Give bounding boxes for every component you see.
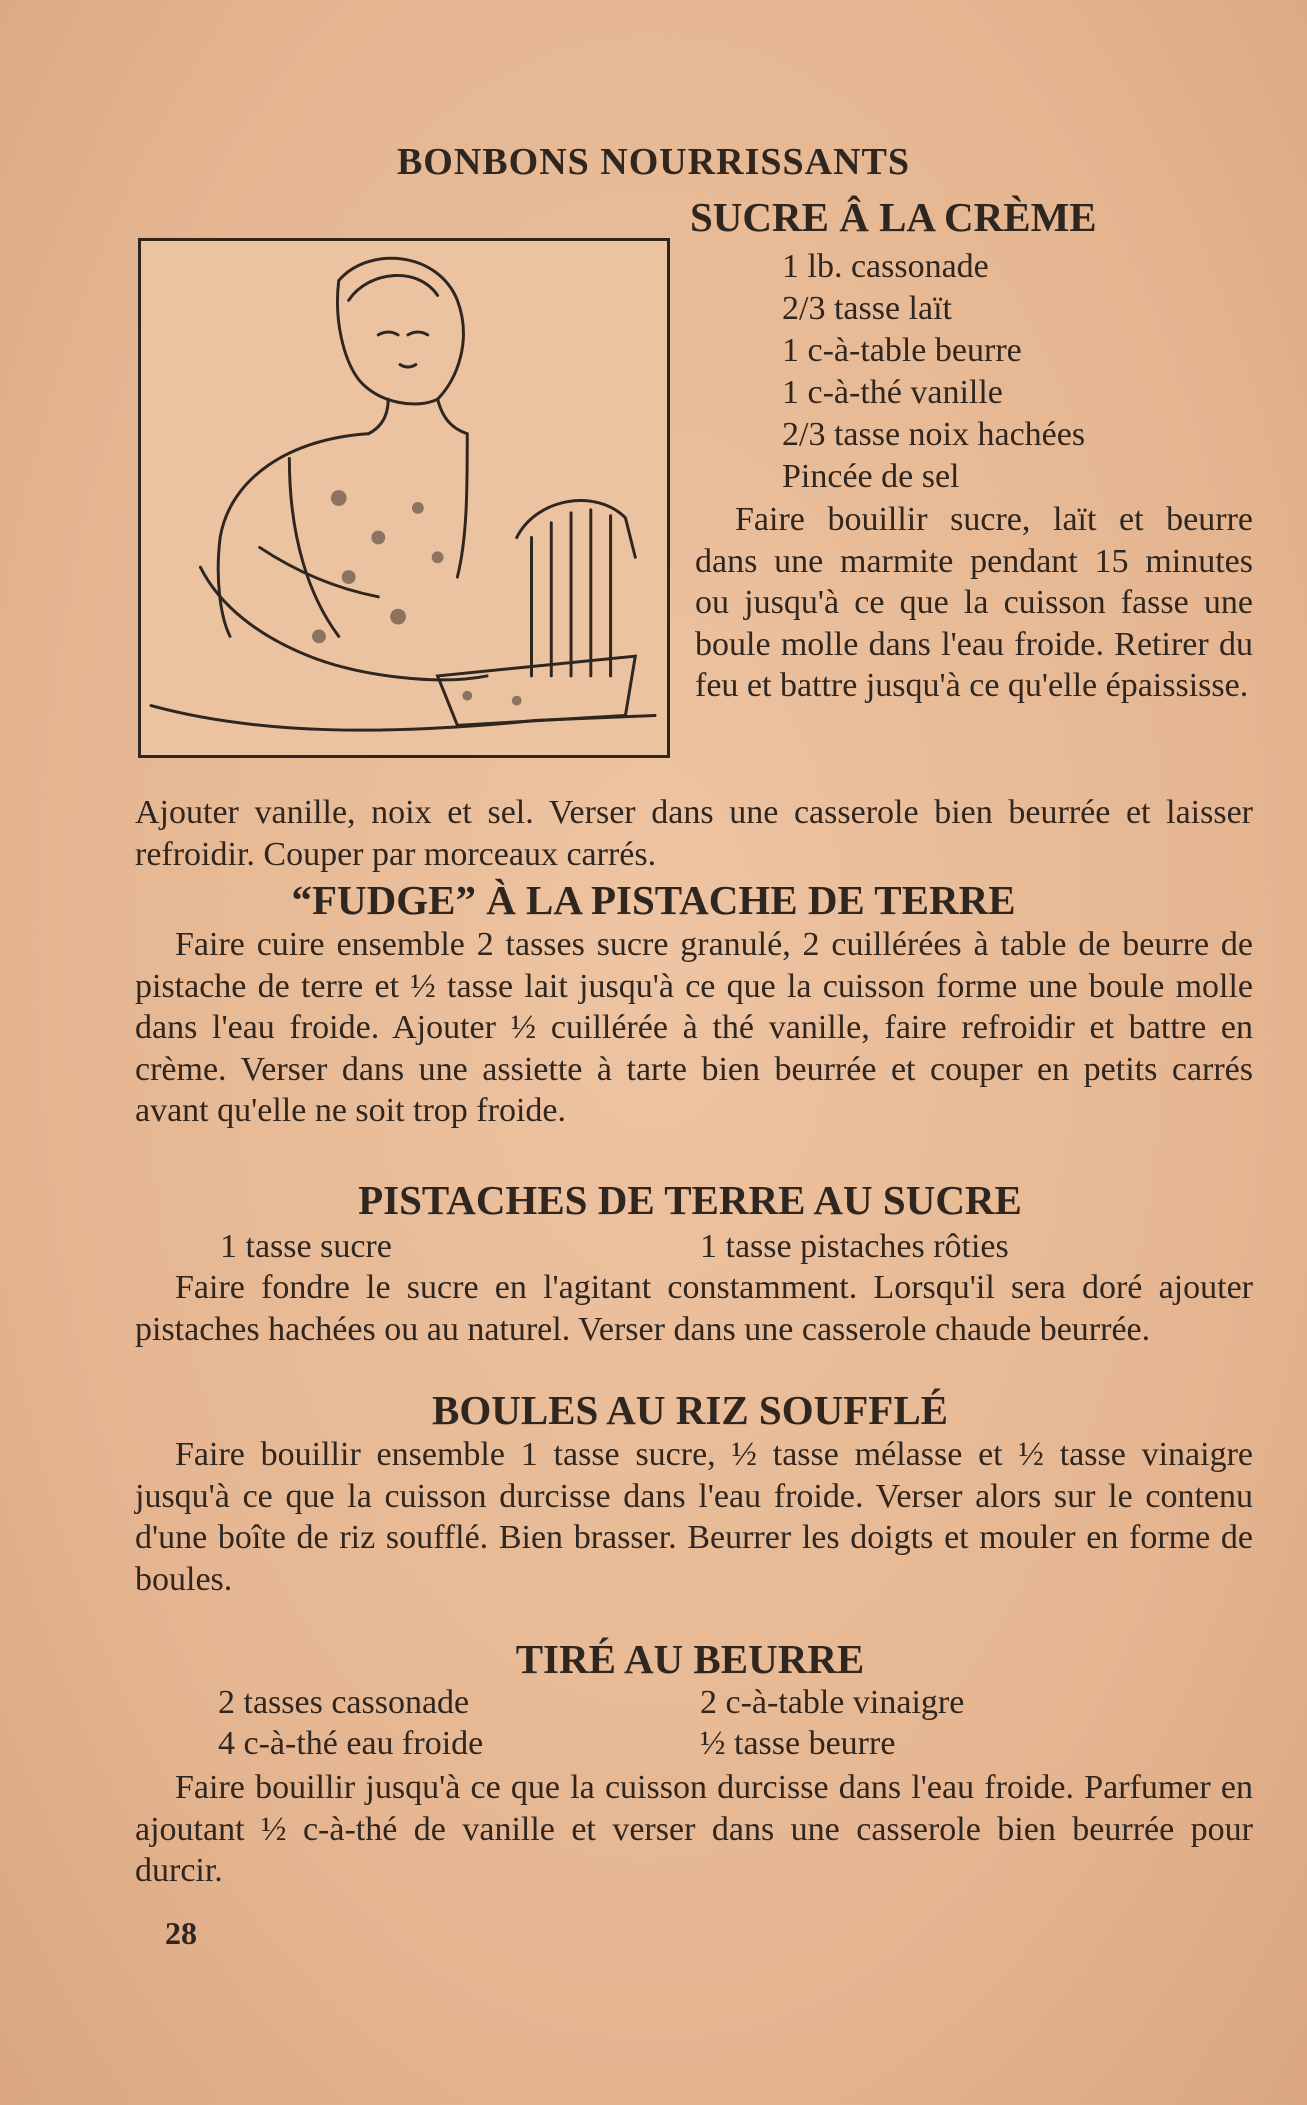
heading-sucre-creme: SUCRE Â LA CRÈME [690, 194, 1097, 240]
ingredient-tire-3: 4 c-à-thé eau froide [218, 1725, 484, 1762]
ingredient-tire-2: 2 c-à-table vinaigre [700, 1684, 965, 1721]
text-pistaches: Faire fondre le sucre en l'agitant constamment. Lorsqu'il sera doré ajouter pistaches hachées ou au naturel. Verser dans une casserole chaude beurrée. [135, 1269, 1253, 1348]
text-sucre-creme-cont: Ajouter vanille, noix et sel. Verser dans une casserole bien beurrée et laisser refroidir. Couper par morceaux carrés. [135, 794, 1253, 873]
text-tire: Faire bouillir jusqu'à ce que la cuisson durcisse dans l'eau froide. Parfumer en ajoutant ½ c-à-thé de vanille et verser dans une casserole bien beurrée pour durcir. [135, 1769, 1253, 1889]
ingredient: Pincée de sel [782, 458, 960, 495]
heading-tire: TIRÉ AU BEURRE [515, 1636, 865, 1682]
ingredient-list-sucre-creme [782, 246, 1085, 498]
ingredient-tire-4: ½ tasse beurre [700, 1725, 896, 1762]
page-number: 28 [165, 1915, 197, 1951]
ingredient: 1 c-à-table beurre [782, 332, 1022, 369]
woman-making-candy-illustration [138, 238, 670, 758]
heading-pistaches: PISTACHES DE TERRE AU SUCRE [358, 1177, 1022, 1223]
text-sucre-creme: Faire bouillir sucre, laït et beurre dans une marmite pendant 15 minutes ou jusqu'à ce que la cuisson fasse une boule molle dans l'eau froide. Retirer du feu et battre jusqu'à ce qu'elle épaississe. [695, 501, 1253, 704]
ingredient: 2/3 tasse noix hachées [782, 416, 1086, 453]
ingredient: 1 c-à-thé vanille [782, 374, 1003, 411]
heading-fudge: “FUDGE” À LA PISTACHE DE TERRE [291, 877, 1016, 923]
text-boules: Faire bouillir ensemble 1 tasse sucre, ½ tasse mélasse et ½ tasse vinaigre jusqu'à ce que la cuisson durcisse dans l'eau froide. Verser alors sur le contenu d'une boîte de riz soufflé. Bien brasser. Beurrer les doigts et mouler en forme de boules. [135, 1436, 1253, 1598]
text-fudge: Faire cuire ensemble 2 tasses sucre granulé, 2 cuillérées à table de beurre de pistache de terre et ½ tasse lait jusqu'à ce que la cuisson forme une boule molle dans l'eau froide. Ajouter ½ cuillérée à thé vanille, faire refroidir et battre en crème. Verser dans une assiette à tarte bien beurrée et couper en petits carrés avant qu'elle ne soit trop froide. [135, 926, 1253, 1129]
ingredient-pistaches-2: 1 tasse pistaches rôties [700, 1228, 1009, 1265]
ingredient: 1 lb. cassonade [782, 248, 989, 285]
ingredient-tire-1: 2 tasses cassonade [218, 1684, 470, 1721]
ingredient-pistaches-1: 1 tasse sucre [220, 1228, 392, 1265]
illustration-drawing [141, 241, 667, 755]
ingredient: 2/3 tasse laït [782, 290, 952, 327]
running-head: BONBONS NOURRISSANTS [396, 141, 911, 183]
heading-boules: BOULES AU RIZ SOUFFLÉ [431, 1387, 949, 1433]
